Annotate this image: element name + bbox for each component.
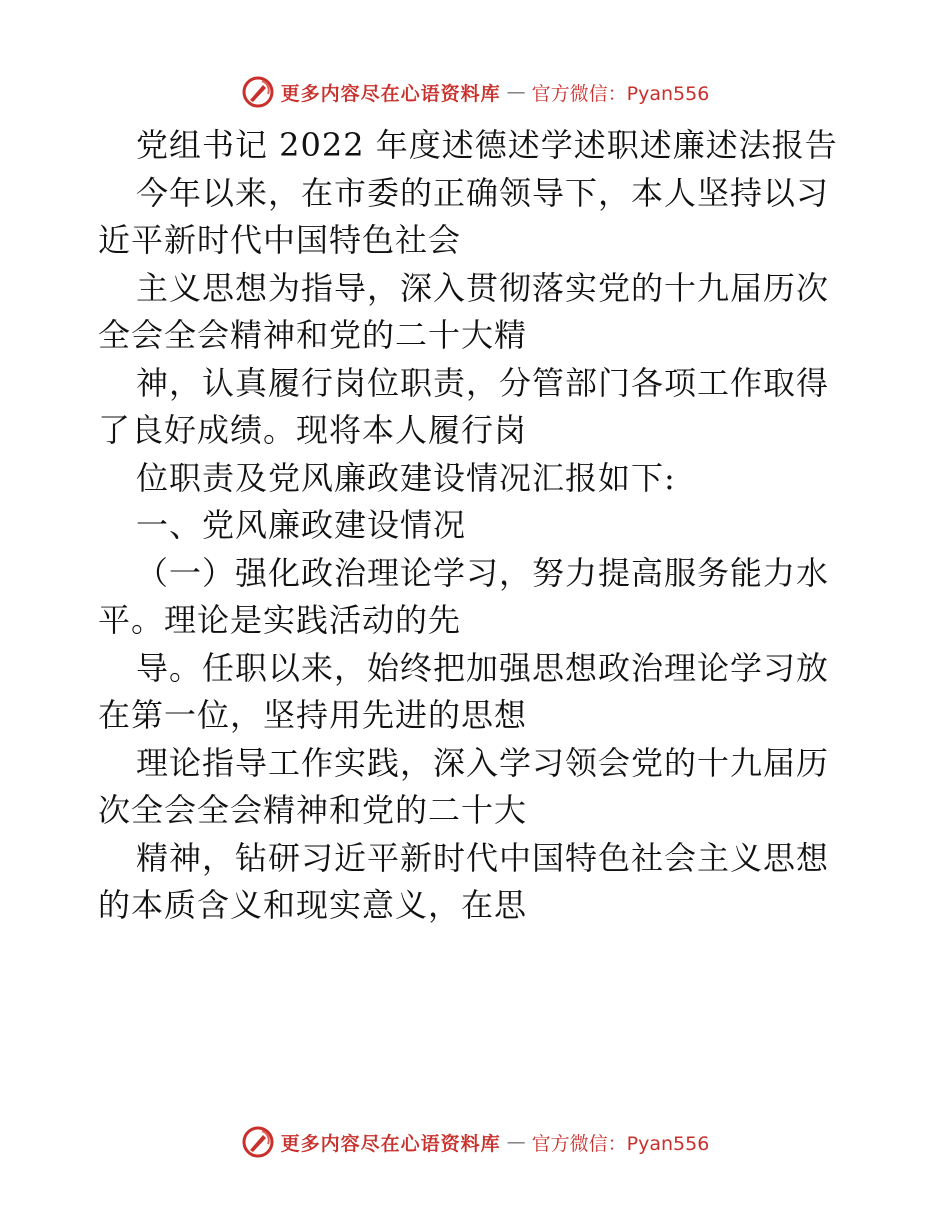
document-body xyxy=(98,122,858,930)
document-line: 位职责及党风廉政建设情况汇报如下: xyxy=(136,458,676,497)
document-line: 今年以来，在市委的正确领导下，本人坚持以习 xyxy=(136,173,830,212)
document-line: 全会全会精神和党的二十大精 xyxy=(98,316,528,354)
document-title: 党组书记 2022 年度述德述学述职述廉述法报告 xyxy=(136,126,838,164)
watermark-header xyxy=(0,72,950,112)
watermark-brand: 更多内容尽在心语资料库 xyxy=(280,82,501,105)
document-line: 神，认真履行岗位职责，分管部门各项工作取得 xyxy=(136,363,830,402)
document-line: 次全会全会精神和党的二十大 xyxy=(98,791,528,829)
document-line: 了良好成绩。现将本人履行岗 xyxy=(98,411,528,449)
watermark-brand: 更多内容尽在心语资料库 xyxy=(280,1132,501,1155)
flame-pen-logo-icon xyxy=(241,1125,275,1159)
watermark-separator: — xyxy=(506,81,526,103)
flame-pen-logo-icon xyxy=(241,75,275,109)
document-line: 的本质含义和现实意义，在思 xyxy=(98,886,528,924)
document-line: 平。理论是实践活动的先 xyxy=(98,601,462,639)
document-line: 导。任职以来，始终把加强思想政治理论学习放 xyxy=(136,648,830,687)
document-line: （一）强化政治理论学习，努力提高服务能力水 xyxy=(136,553,830,592)
document-line: 精神，钻研习近平新时代中国特色社会主义思想 xyxy=(136,838,830,877)
document-line: 主义思想为指导，深入贯彻落实党的十九届历次 xyxy=(136,268,830,307)
watermark-footer xyxy=(0,1122,950,1162)
document-line: 近平新时代中国特色社会 xyxy=(98,221,462,259)
document-line: 理论指导工作实践，深入学习领会党的十九届历 xyxy=(136,743,830,782)
document-line: 一、党风廉政建设情况 xyxy=(136,506,467,544)
document-line: 在第一位，坚持用先进的思想 xyxy=(98,696,528,734)
watermark-contact: 官方微信：Pyan556 xyxy=(531,82,710,105)
watermark-separator: — xyxy=(506,1131,526,1153)
watermark-contact: 官方微信：Pyan556 xyxy=(531,1132,710,1155)
